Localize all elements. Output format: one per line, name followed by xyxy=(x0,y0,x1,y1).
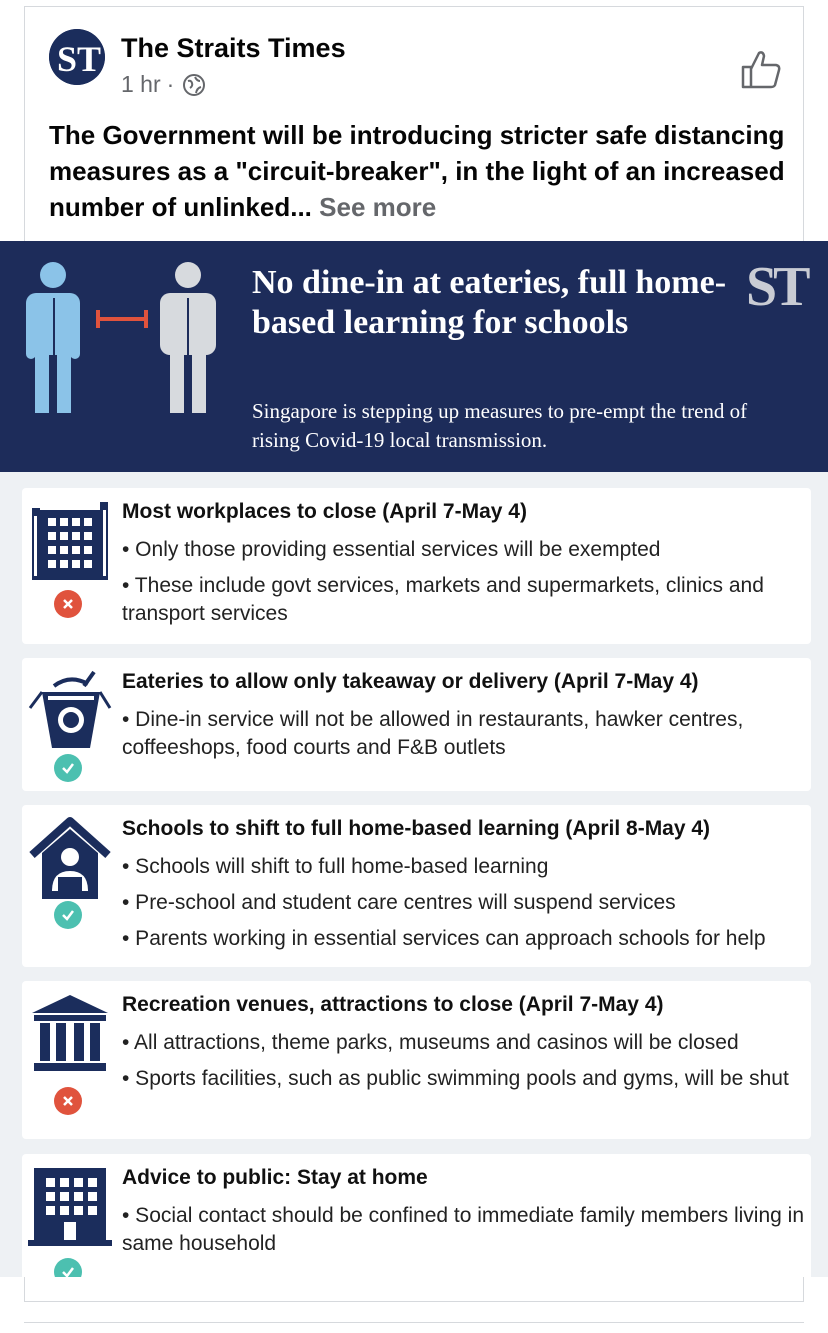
measure-card xyxy=(22,1154,811,1277)
measure-title: Advice to public: Stay at home xyxy=(122,1166,428,1189)
closed-status-icon xyxy=(54,1087,82,1115)
measure-bullet: • Schools will shift to full home-based learning xyxy=(122,855,549,878)
measure-bullets xyxy=(122,1029,807,1101)
page-avatar[interactable] xyxy=(49,29,105,85)
measure-bullet: • Parents working in essential services can approach schools for help xyxy=(122,927,766,950)
museum-icon xyxy=(28,991,112,1075)
measure-title: Eateries to allow only takeaway or delivery (April 7-May 4) xyxy=(122,670,699,693)
post-body: The Government will be introducing stricter safe distancing measures as a "circuit-breaker", in the light of an increased number of unlinked... xyxy=(49,120,785,222)
thumbs-up-icon[interactable] xyxy=(739,47,783,91)
infographic-banner xyxy=(0,241,828,472)
post-divider xyxy=(24,1322,804,1323)
straits-times-logo-icon xyxy=(49,29,105,85)
measure-bullets xyxy=(122,706,807,770)
svg-text:ST: ST xyxy=(57,39,102,79)
measure-title: Recreation venues, attractions to close (April 7-May 4) xyxy=(122,993,664,1016)
measure-title: Most workplaces to close (April 7-May 4) xyxy=(122,500,527,523)
allowed-status-icon xyxy=(54,754,82,782)
post-time[interactable]: 1 hr xyxy=(121,71,161,97)
globe-icon xyxy=(182,73,206,97)
closed-status-icon xyxy=(54,590,82,618)
meta-separator: · xyxy=(166,71,175,97)
allowed-status-icon xyxy=(54,901,82,929)
measure-bullet: • Only those providing essential services will be exempted xyxy=(122,538,661,561)
social-distancing-figures-icon xyxy=(20,261,230,421)
measure-bullets xyxy=(122,853,807,961)
see-more-link[interactable]: See more xyxy=(319,192,437,222)
allowed-status-icon xyxy=(54,1258,82,1277)
banner-subtitle: Singapore is stepping up measures to pre-empt the trend of rising Covid-19 local transmission. xyxy=(252,399,748,452)
st-logo: ST xyxy=(746,256,807,318)
measure-bullet: • Pre-school and student care centres will suspend services xyxy=(122,891,676,914)
home-learning-icon xyxy=(28,815,112,899)
measure-bullet: • Social contact should be confined to immediate family members living in same household xyxy=(122,1204,805,1255)
measure-bullet: • Sports facilities, such as public swimming pools and gyms, will be shut xyxy=(122,1067,789,1090)
post-header xyxy=(49,29,789,99)
post-meta xyxy=(121,71,206,98)
measure-card xyxy=(22,658,811,791)
measure-card xyxy=(22,981,811,1139)
takeaway-box-icon xyxy=(28,668,112,752)
measure-card xyxy=(22,488,811,644)
post-text xyxy=(49,117,789,225)
measure-bullets xyxy=(122,536,807,636)
apartment-icon xyxy=(28,1164,112,1248)
office-building-icon xyxy=(28,498,112,582)
measure-bullet: • These include govt services, markets and supermarkets, clinics and transport services xyxy=(122,574,764,625)
measure-bullets xyxy=(122,1202,807,1266)
measure-card xyxy=(22,805,811,967)
page-name[interactable]: The Straits Times xyxy=(121,33,346,63)
infographic-image[interactable] xyxy=(0,241,828,1277)
banner-title: No dine-in at eateries, full home-based learning for schools xyxy=(252,264,727,341)
measure-title: Schools to shift to full home-based learning (April 8-May 4) xyxy=(122,817,711,840)
measure-bullet: • Dine-in service will not be allowed in restaurants, hawker centres, coffeeshops, food courts and F&B outlets xyxy=(122,708,744,759)
measure-bullet: • All attractions, theme parks, museums and casinos will be closed xyxy=(122,1031,739,1054)
